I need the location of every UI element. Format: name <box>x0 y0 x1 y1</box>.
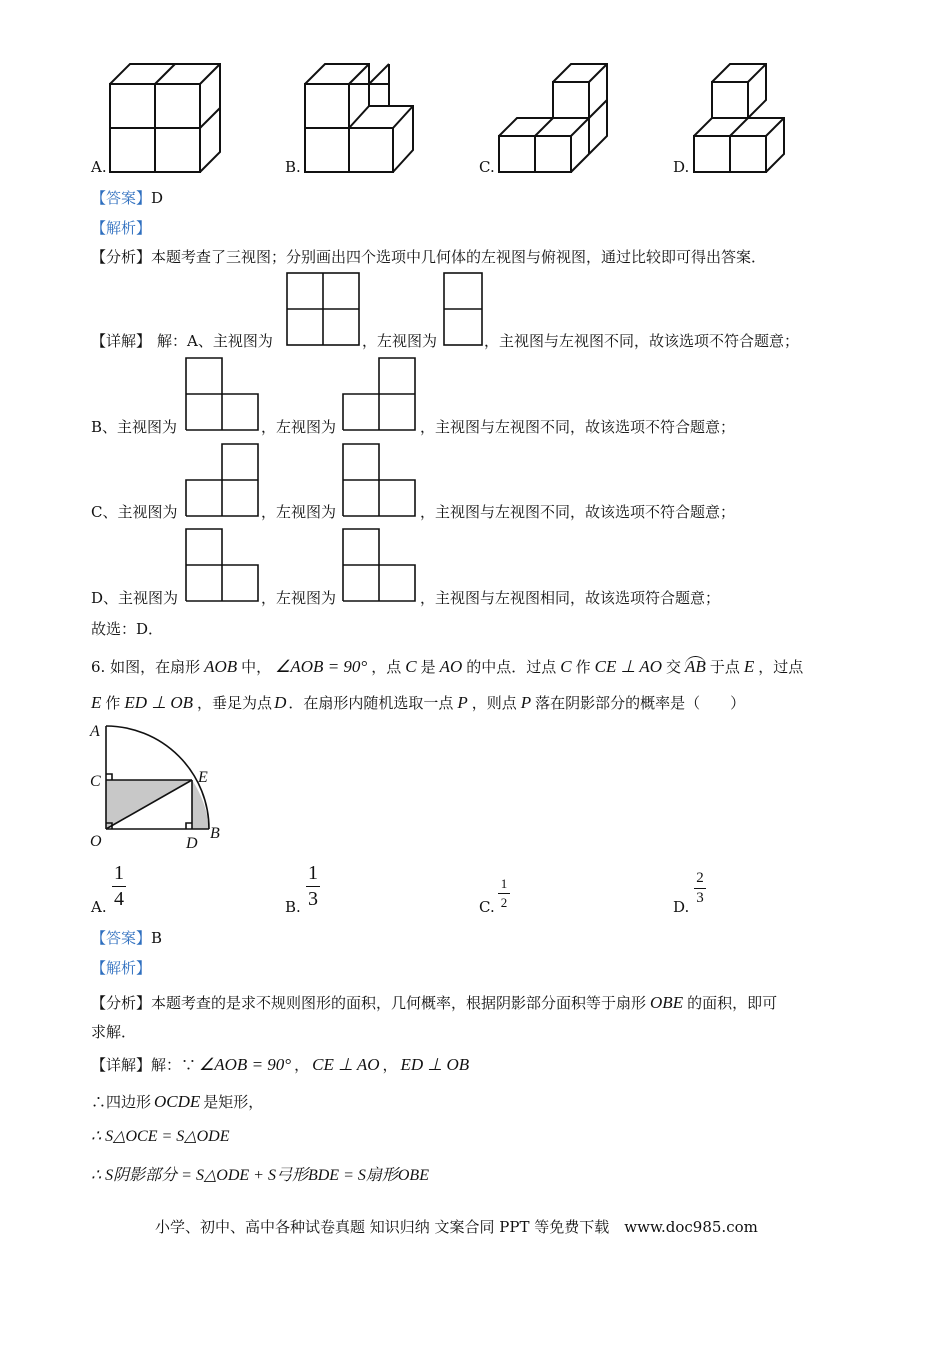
stem-text: ，垂足为点 <box>197 694 273 712</box>
answer-value: B <box>151 929 163 947</box>
q6-option-c-label[interactable]: C. <box>479 898 495 916</box>
math-e: E <box>91 693 102 712</box>
fenxi-text: 本题考查的是求不规则图形的面积，几何概率，根据阴影部分面积等于扇形 <box>151 994 647 1012</box>
math-c: C <box>405 657 417 676</box>
q6-option-d-label[interactable]: D. <box>673 898 690 916</box>
b-side-view <box>342 357 416 431</box>
detail-a-front-text: 解：A、主视图为 <box>157 332 273 350</box>
math-ce-perp-ao: CE ⊥ AO <box>594 657 663 676</box>
label-a: A <box>90 723 100 740</box>
fenxi-tag: 【分析】 <box>91 994 152 1012</box>
math-d: D <box>274 693 287 712</box>
detail-b-front-text: B、主视图为 <box>91 418 178 436</box>
fenxi-text: 本题考查了三视图；分别画出四个选项中几何体的左视图与俯视图，通过比较即可得出答案． <box>151 248 767 266</box>
stem-text: 作 <box>105 694 121 712</box>
a-front-view <box>286 272 360 346</box>
q5-fenxi <box>91 246 766 267</box>
denominator: 2 <box>500 895 508 910</box>
step-text: 是矩形， <box>203 1093 264 1111</box>
d-front-view <box>185 528 259 602</box>
stem-text: 6. 如图，在扇形 <box>91 658 201 676</box>
fenxi-text: 的面积，即可 <box>687 994 778 1012</box>
q6-step3: ∴ S阴影部分 = S△ODE + S弓形BDE = S扇形OBE <box>91 1167 429 1184</box>
stem-text: 于点 <box>709 658 740 676</box>
stem-text: 作 <box>575 658 591 676</box>
detail-tag: 【详解】 <box>91 1056 152 1074</box>
stem-text: 交 <box>666 658 682 676</box>
separator: ， <box>382 1056 398 1074</box>
denominator: 3 <box>308 888 318 910</box>
option-d-label[interactable]: D. <box>673 158 690 176</box>
stem-text: 落在阴影部分的概率是（ ） <box>535 694 746 712</box>
detail-b-side-text: ，左视图为 <box>261 418 337 436</box>
q6-fenxi-line1 <box>91 992 777 1013</box>
option-b-solid-figure <box>303 62 415 174</box>
denominator: 4 <box>114 888 124 910</box>
step-text: ∴四边形 <box>91 1093 152 1111</box>
numerator: 2 <box>696 870 704 886</box>
numerator: 1 <box>114 862 124 884</box>
label-d: D <box>186 835 198 852</box>
math-angle-aob: ∠AOB = 90° <box>199 1055 292 1074</box>
q6-option-c-fraction[interactable] <box>498 876 510 911</box>
q6-analysis-tag: 【解析】 <box>91 959 152 977</box>
option-a-solid-figure <box>108 62 223 174</box>
option-c-solid-figure <box>497 62 609 174</box>
q6-detail-line <box>91 1054 472 1075</box>
option-c-label[interactable]: C. <box>479 158 495 176</box>
math-ce-perp-ao: CE ⊥ AO <box>312 1055 380 1074</box>
page-footer: 小学、初中、高中各种试卷真题 知识归纳 文案合同 PPT 等免费下载 www.doc985.com <box>155 1218 758 1236</box>
option-d-solid-figure <box>692 62 790 174</box>
sector-figure <box>88 722 228 852</box>
math-ao: AO <box>439 657 463 676</box>
stem-text: ，则点 <box>471 694 517 712</box>
label-c: C <box>90 773 101 790</box>
numerator: 1 <box>500 876 508 891</box>
q6-option-b-fraction[interactable] <box>306 862 320 911</box>
answer-tag: 【答案】 <box>91 929 152 947</box>
stem-text: ．在扇形内随机选取一点 <box>288 694 454 712</box>
label-o: O <box>90 833 102 850</box>
math-p: P <box>457 693 468 712</box>
math-e: E <box>743 657 755 676</box>
q6-option-a-fraction[interactable] <box>112 862 126 911</box>
detail-c-side-text: ，左视图为 <box>261 503 337 521</box>
detail-b-conclusion: ，主视图与左视图不同，故该选项不符合题意； <box>420 418 736 436</box>
math-obe: OBE <box>650 993 684 1012</box>
detail-text: 解：∵ <box>151 1056 197 1074</box>
q6-option-a-label[interactable]: A. <box>91 898 107 916</box>
q6-option-b-label[interactable]: B. <box>285 898 301 916</box>
q6-step1 <box>91 1091 263 1112</box>
detail-d-conclusion: ，主视图与左视图相同，故该选项符合题意； <box>420 589 721 607</box>
math-ed-perp-ob: ED ⊥ OB <box>124 693 194 712</box>
fenxi-tag: 【分析】 <box>91 248 152 266</box>
math-arc-ab: AB <box>685 657 706 676</box>
option-a-label[interactable]: A. <box>91 158 107 176</box>
detail-d-front-text: D、主视图为 <box>91 589 179 607</box>
math-ocde: OCDE <box>154 1092 201 1111</box>
math-aob: AOB <box>204 657 238 676</box>
d-side-view <box>342 528 416 602</box>
answer-value: D <box>151 189 164 207</box>
b-front-view <box>185 357 259 431</box>
q6-stem-line1 <box>91 656 803 677</box>
option-b-label[interactable]: B. <box>285 158 301 176</box>
math-angle-aob: ∠AOB = 90° <box>275 657 368 676</box>
q5-answer <box>91 187 163 208</box>
q6-option-d-fraction[interactable] <box>694 870 706 907</box>
stem-text: ，点 <box>371 658 402 676</box>
stem-text: 的中点．过点 <box>466 658 557 676</box>
c-front-view <box>185 443 259 517</box>
numerator: 1 <box>308 862 318 884</box>
q6-fenxi-line2: 求解． <box>91 1023 137 1041</box>
detail-d-side-text: ，左视图为 <box>261 589 337 607</box>
a-side-view <box>443 272 483 346</box>
math-c: C <box>560 657 572 676</box>
separator: ， <box>294 1056 310 1074</box>
q6-answer <box>91 927 162 948</box>
stem-text: 是 <box>420 658 436 676</box>
detail-tag: 【详解】 <box>91 332 152 350</box>
stem-text: 中， <box>241 658 272 676</box>
q5-conclusion: 故选：D． <box>91 620 164 638</box>
q5-analysis-tag: 【解析】 <box>91 219 152 237</box>
q6-step2: ∴ S△OCE = S△ODE <box>91 1128 230 1145</box>
denominator: 3 <box>696 890 704 906</box>
c-side-view <box>342 443 416 517</box>
math-ed-perp-ob: ED ⊥ OB <box>400 1055 470 1074</box>
detail-a-conclusion: ，主视图与左视图不同，故该选项不符合题意； <box>484 332 800 350</box>
detail-c-conclusion: ，主视图与左视图不同，故该选项不符合题意； <box>420 503 736 521</box>
answer-tag: 【答案】 <box>91 189 152 207</box>
stem-text: ，过点 <box>758 658 804 676</box>
detail-a-side-text: ，左视图为 <box>362 332 438 350</box>
q6-stem-line2 <box>91 692 745 713</box>
detail-c-front-text: C、主视图为 <box>91 503 178 521</box>
label-b: B <box>210 825 220 842</box>
label-e: E <box>198 769 208 786</box>
math-p: P <box>520 693 532 712</box>
